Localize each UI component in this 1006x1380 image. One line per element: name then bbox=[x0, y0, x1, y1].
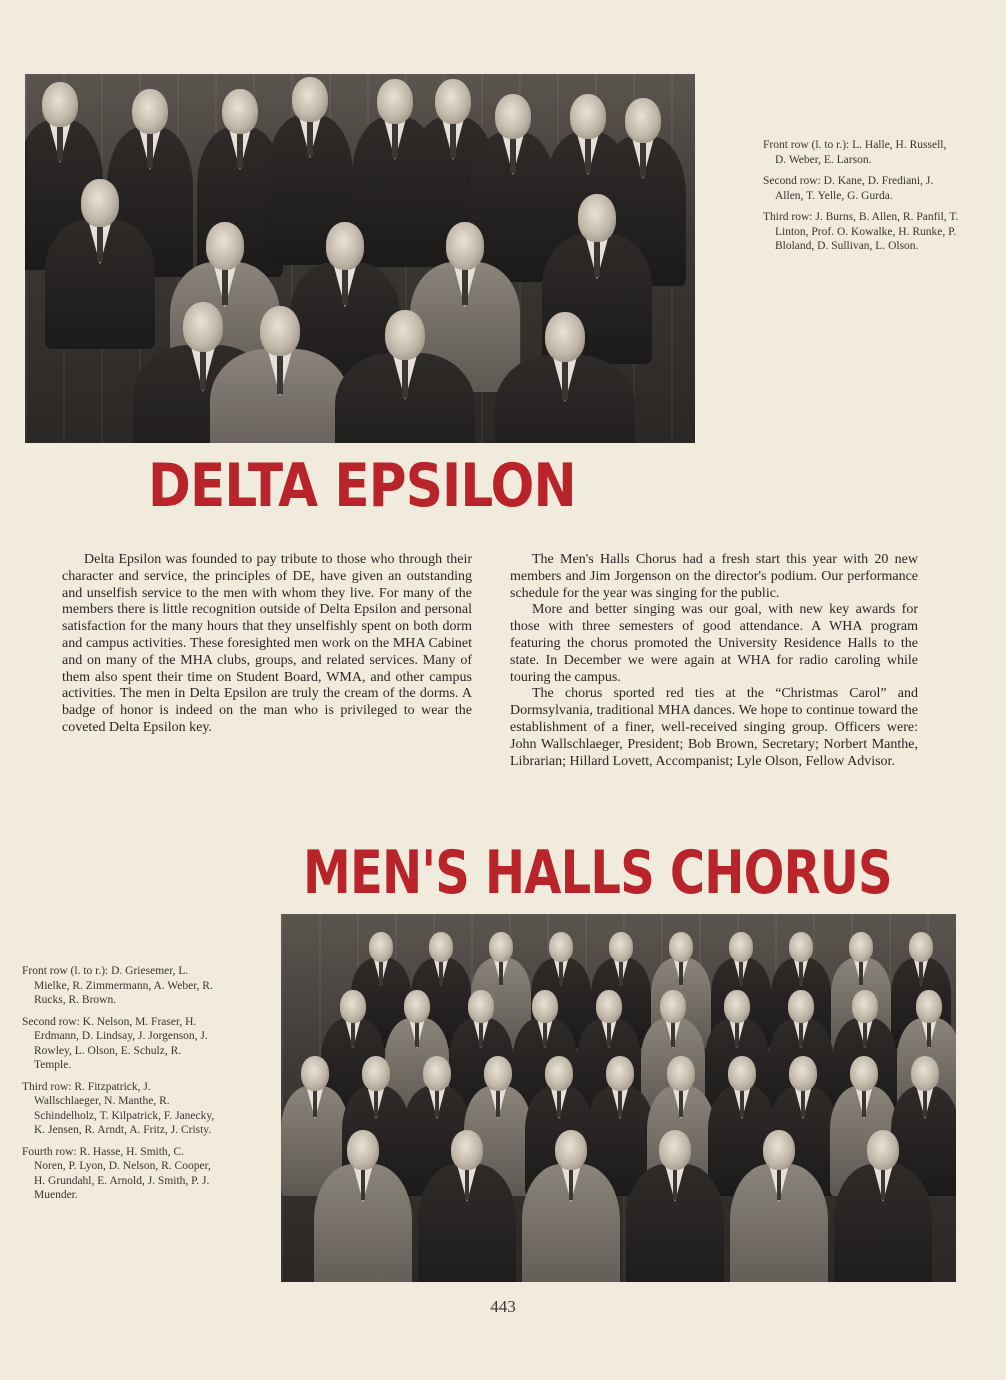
person-head bbox=[867, 1130, 899, 1170]
person-tie bbox=[559, 961, 562, 985]
person-head bbox=[911, 1056, 939, 1091]
person-head bbox=[789, 932, 813, 962]
person-head bbox=[292, 77, 328, 122]
person-head bbox=[81, 179, 119, 227]
person-head bbox=[42, 82, 78, 127]
person-tie bbox=[927, 1021, 931, 1047]
person-tie bbox=[351, 1021, 355, 1047]
person-head bbox=[728, 1056, 756, 1091]
person-head bbox=[429, 932, 453, 962]
person-head bbox=[545, 1056, 573, 1091]
person-tie bbox=[510, 137, 515, 173]
person-head bbox=[423, 1056, 451, 1091]
person-head bbox=[404, 990, 430, 1023]
delta-epsilon-heading: DELTA EPSILON bbox=[148, 451, 576, 521]
person-head bbox=[183, 302, 223, 352]
person-head bbox=[326, 222, 364, 270]
person-tie bbox=[799, 961, 802, 985]
person-tie bbox=[237, 132, 242, 168]
person-tie bbox=[374, 1089, 378, 1117]
person-tie bbox=[740, 1089, 744, 1117]
person-tie bbox=[799, 1021, 803, 1047]
person-head bbox=[570, 94, 606, 139]
person-head bbox=[729, 932, 753, 962]
person-tie bbox=[462, 267, 467, 305]
person-tie bbox=[607, 1021, 611, 1047]
person-head bbox=[347, 1130, 379, 1170]
person-head bbox=[495, 94, 531, 139]
person-tie bbox=[465, 1168, 469, 1200]
person-head bbox=[362, 1056, 390, 1091]
delta-epsilon-paragraph: Delta Epsilon was founded to pay tribute to those who through their character and service, the principles of DE, have given an outstanding and unselfish service to the men with whom they live. For many of the members there is little recognition outside of Delta Epsilon and personal satisfaction for the many hours that they unselfishly spent on both dorm and campus activities. These foresighted men work on the MHA Cabinet and on many of the MHA clubs, groups, and related services. Many of them also spent their time on Student Board, WMA, and other campus activities. The men in Delta Epsilon are truly the cream of the dorms. A badge of honor is indeed on the man who is privileged to wear the coveted Delta Epsilon key. bbox=[62, 552, 472, 735]
person-tie bbox=[739, 961, 742, 985]
person-tie bbox=[923, 1089, 927, 1117]
person-head bbox=[609, 932, 633, 962]
person-head bbox=[206, 222, 244, 270]
person-tie bbox=[679, 961, 682, 985]
caption-row-second: Second row: D. Kane, D. Frediani, J. Allen, T. Yelle, G. Gurda. bbox=[763, 175, 934, 202]
person-tie bbox=[450, 122, 455, 158]
person-tie bbox=[57, 125, 62, 161]
person-tie bbox=[569, 1168, 573, 1200]
person-tie bbox=[342, 267, 347, 305]
person-head bbox=[369, 932, 393, 962]
delta-epsilon-photo-caption bbox=[763, 138, 959, 261]
person-head bbox=[446, 222, 484, 270]
person-head bbox=[301, 1056, 329, 1091]
person-tie bbox=[439, 961, 442, 985]
person-head bbox=[435, 79, 471, 124]
person-tie bbox=[200, 350, 206, 390]
person-head bbox=[789, 1056, 817, 1091]
caption-row-third: Third row: R. Fitzpatrick, J. Wallschlaeger, N. Manthe, R. Schindelholz, T. Kilpatrick, F. Janecky, K. Jensen, R. Arndt, A. Fritz, J. Cristy. bbox=[22, 1080, 215, 1136]
person-head bbox=[555, 1130, 587, 1170]
person-head bbox=[377, 79, 413, 124]
person-tie bbox=[777, 1168, 781, 1200]
person-head bbox=[532, 990, 558, 1023]
caption-row-front: Front row (l. to r.): D. Griesemer, L. Mielke, R. Zimmermann, A. Weber, R. Rucks, R. Brown. bbox=[22, 965, 213, 1006]
caption-row-second: Second row: K. Nelson, M. Fraser, H. Erdmann, D. Lindsay, J. Jorgenson, J. Rowley, L. Olson, E. Schulz, R. Temple. bbox=[22, 1015, 208, 1071]
person-head bbox=[667, 1056, 695, 1091]
person-tie bbox=[277, 354, 283, 394]
person-tie bbox=[222, 267, 227, 305]
chorus-body bbox=[510, 552, 918, 770]
person-tie bbox=[415, 1021, 419, 1047]
person-tie bbox=[859, 961, 862, 985]
person-tie bbox=[735, 1021, 739, 1047]
person-tie bbox=[379, 961, 382, 985]
person-head bbox=[850, 1056, 878, 1091]
person-tie bbox=[402, 358, 408, 398]
chorus-paragraph-3: The chorus sported red ties at the “Christmas Carol” and Dormsylvania, traditional MHA dances. We hope to continue toward the establishment of a finer, well-received singing group. Officers were: John Wallschlaeger, President; Bob Brown, Secretary; Norbert Manthe, Librarian; Hillard Lovett, Accompanist; Lyle Olson, Fellow Advisor. bbox=[510, 686, 918, 769]
person-head bbox=[578, 194, 616, 242]
person-tie bbox=[147, 132, 152, 168]
caption-row-third: Third row: J. Burns, B. Allen, R. Panfil, T. Linton, Prof. O. Kowalke, H. Runke, P. Bloland, D. Sullivan, L. Olson. bbox=[763, 211, 959, 252]
person-head bbox=[489, 932, 513, 962]
person-tie bbox=[618, 1089, 622, 1117]
person-head bbox=[132, 89, 168, 134]
person-tie bbox=[361, 1168, 365, 1200]
person-head bbox=[763, 1130, 795, 1170]
caption-row-fourth: Fourth row: R. Hasse, H. Smith, C. Noren, P. Lyon, D. Nelson, R. Cooper, H. Grundahl, E. Arnold, J. Smith, P. J. Muender. bbox=[22, 1145, 211, 1201]
person-tie bbox=[801, 1089, 805, 1117]
person-head bbox=[484, 1056, 512, 1091]
person-tie bbox=[862, 1089, 866, 1117]
person-tie bbox=[671, 1021, 675, 1047]
person-head bbox=[385, 310, 425, 360]
person-tie bbox=[97, 224, 102, 262]
chorus-photo-caption bbox=[22, 964, 218, 1210]
person-head bbox=[549, 932, 573, 962]
person-tie bbox=[863, 1021, 867, 1047]
chorus-photo bbox=[281, 914, 956, 1282]
chorus-heading: MEN'S HALLS CHORUS bbox=[303, 838, 892, 908]
person-head bbox=[596, 990, 622, 1023]
person-tie bbox=[496, 1089, 500, 1117]
page-number: 443 bbox=[490, 1297, 516, 1316]
delta-epsilon-photo bbox=[25, 74, 695, 443]
person-tie bbox=[679, 1089, 683, 1117]
person-tie bbox=[640, 141, 645, 177]
person-head bbox=[916, 990, 942, 1023]
chorus-paragraph-2: More and better singing was our goal, with new key awards for those with three semesters of good attendance. A WHA program featuring the chorus promoted the University Residence Halls to the state. In December we were again at WHA for radio caroling while touring the campus. bbox=[510, 602, 918, 685]
person-tie bbox=[919, 961, 922, 985]
person-tie bbox=[557, 1089, 561, 1117]
person-head bbox=[659, 1130, 691, 1170]
person-head bbox=[260, 306, 300, 356]
person-head bbox=[625, 98, 661, 143]
person-head bbox=[724, 990, 750, 1023]
person-tie bbox=[562, 360, 568, 400]
person-head bbox=[669, 932, 693, 962]
caption-row-front: Front row (l. to r.): L. Halle, H. Russell, D. Weber, E. Larson. bbox=[763, 139, 947, 166]
person-head bbox=[451, 1130, 483, 1170]
person-head bbox=[222, 89, 258, 134]
person-head bbox=[545, 312, 585, 362]
person-tie bbox=[543, 1021, 547, 1047]
person-tie bbox=[881, 1168, 885, 1200]
person-head bbox=[660, 990, 686, 1023]
person-tie bbox=[435, 1089, 439, 1117]
person-tie bbox=[594, 239, 599, 277]
person-tie bbox=[585, 137, 590, 173]
chorus-paragraph-1: The Men's Halls Chorus had a fresh start this year with 20 new members and Jim Jorgenson on the director's podium. Our performance schedule for the year was singing for the public. bbox=[510, 552, 918, 601]
person-head bbox=[849, 932, 873, 962]
person-tie bbox=[307, 120, 312, 156]
delta-epsilon-body bbox=[62, 552, 472, 737]
person-tie bbox=[619, 961, 622, 985]
person-tie bbox=[392, 122, 397, 158]
person-tie bbox=[479, 1021, 483, 1047]
person-head bbox=[468, 990, 494, 1023]
person-head bbox=[852, 990, 878, 1023]
person-head bbox=[606, 1056, 634, 1091]
person-tie bbox=[673, 1168, 677, 1200]
person-head bbox=[340, 990, 366, 1023]
person-head bbox=[788, 990, 814, 1023]
person-tie bbox=[313, 1089, 317, 1117]
person-tie bbox=[499, 961, 502, 985]
person-head bbox=[909, 932, 933, 962]
